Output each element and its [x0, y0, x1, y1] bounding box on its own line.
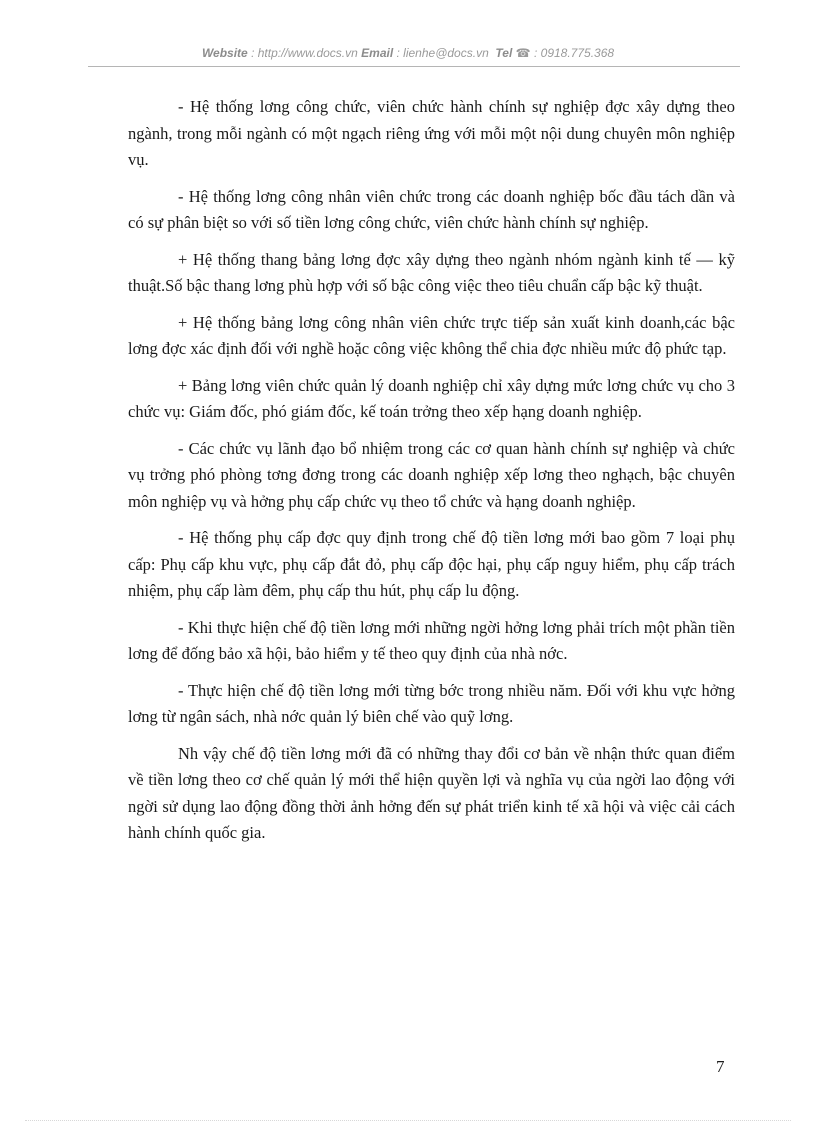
header-divider	[88, 66, 740, 67]
paragraph: - Hệ thống lơng công nhân viên chức trong các doanh nghiệp bốc đầu tách dần và có sự phân biệt so với số tiền lơng công chức, viên chức hành chính sự nghiệp.	[128, 186, 735, 232]
email-label: Email	[361, 46, 394, 60]
tel-number: 0918.775.368	[540, 46, 615, 60]
tel-separator: :	[530, 46, 541, 60]
paragraph: + Hệ thống bảng lơng công nhân viên chức trực tiếp sản xuất kinh doanh,các bậc lơng đợc xác định đối với nghề hoặc công việc không thể chia đợc nhiều mức độ phức tạp.	[128, 312, 735, 358]
page-number: 7	[716, 1057, 725, 1076]
paragraph: Nh vậy chế độ tiền lơng mới đã có những thay đổi cơ bản về nhận thức quan điểm về tiền lơng theo cơ chế quản lý mới thể hiện quyền lợi và nghĩa vụ của ngời lao động với ngời sử dụng lao động đồng thời ảnh hởng đến sự phát triển kinh tế xã hội và việc cải cách hành chính quốc gia.	[128, 743, 735, 842]
page-header	[0, 46, 816, 60]
email-separator: :	[393, 46, 404, 60]
paragraph: - Khi thực hiện chế độ tiền lơng mới những ngời hởng lơng phải trích một phần tiền lơng để đống bảo xã hội, bảo hiểm y tế theo quy định của nhà nớc.	[128, 617, 735, 663]
phone-icon: ☎	[515, 46, 531, 60]
paragraph: - Hệ thống phụ cấp đợc quy định trong chế độ tiền lơng mới bao gồm 7 loại phụ cấp: Phụ cấp khu vực, phụ cấp đắt đỏ, phụ cấp độc hại, phụ cấp nguy hiểm, phụ cấp trách nhiệm, phụ cấp làm đêm, phụ cấp thu hút, phụ cấp lu động.	[128, 528, 735, 600]
tel-label: Tel	[495, 46, 513, 60]
paragraph: - Các chức vụ lãnh đạo bổ nhiệm trong các cơ quan hành chính sự nghiệp và chức vụ trởng phó phòng tơng đơng trong các doanh nghiệp xếp lơng theo nghạch, bậc chuyên môn nghiệp vụ và hởng phụ cấp chức vụ theo tổ chức và hạng doanh nghiệp.	[128, 438, 735, 511]
paragraph: + Bảng lơng viên chức quản lý doanh nghiệp chỉ xây dựng mức lơng chức vụ cho 3 chức vụ: Giám đốc, phó giám đốc, kế toán trởng theo xếp hạng doanh nghiệp.	[128, 375, 735, 421]
page-bottom-border	[25, 1120, 791, 1121]
website-url: http://www.docs.vn	[257, 46, 358, 60]
paragraph: + Hệ thống thang bảng lơng đợc xây dựng theo ngành nhóm ngành kinh tế — kỹ thuật.Số bậc thang lơng phù hợp với số bậc công việc theo tiêu chuẩn cấp bậc kỹ thuật.	[128, 249, 735, 295]
website-label: Website	[201, 46, 248, 60]
email-address: lienhe@docs.vn	[403, 46, 489, 60]
paragraph: - Thực hiện chế độ tiền lơng mới từng bớc trong nhiều năm. Đối với khu vực hởng lơng từ ngân sách, nhà nớc quản lý biên chế vào quỹ lơng.	[128, 680, 735, 726]
document-body	[128, 94, 735, 857]
paragraph: - Hệ thống lơng công chức, viên chức hành chính sự nghiệp đợc xây dựng theo ngành, trong mỗi ngành có một ngạch riêng ứng với mỗi một nội dung chuyên môn nghiệp vụ.	[128, 97, 735, 169]
website-separator: :	[247, 46, 258, 60]
